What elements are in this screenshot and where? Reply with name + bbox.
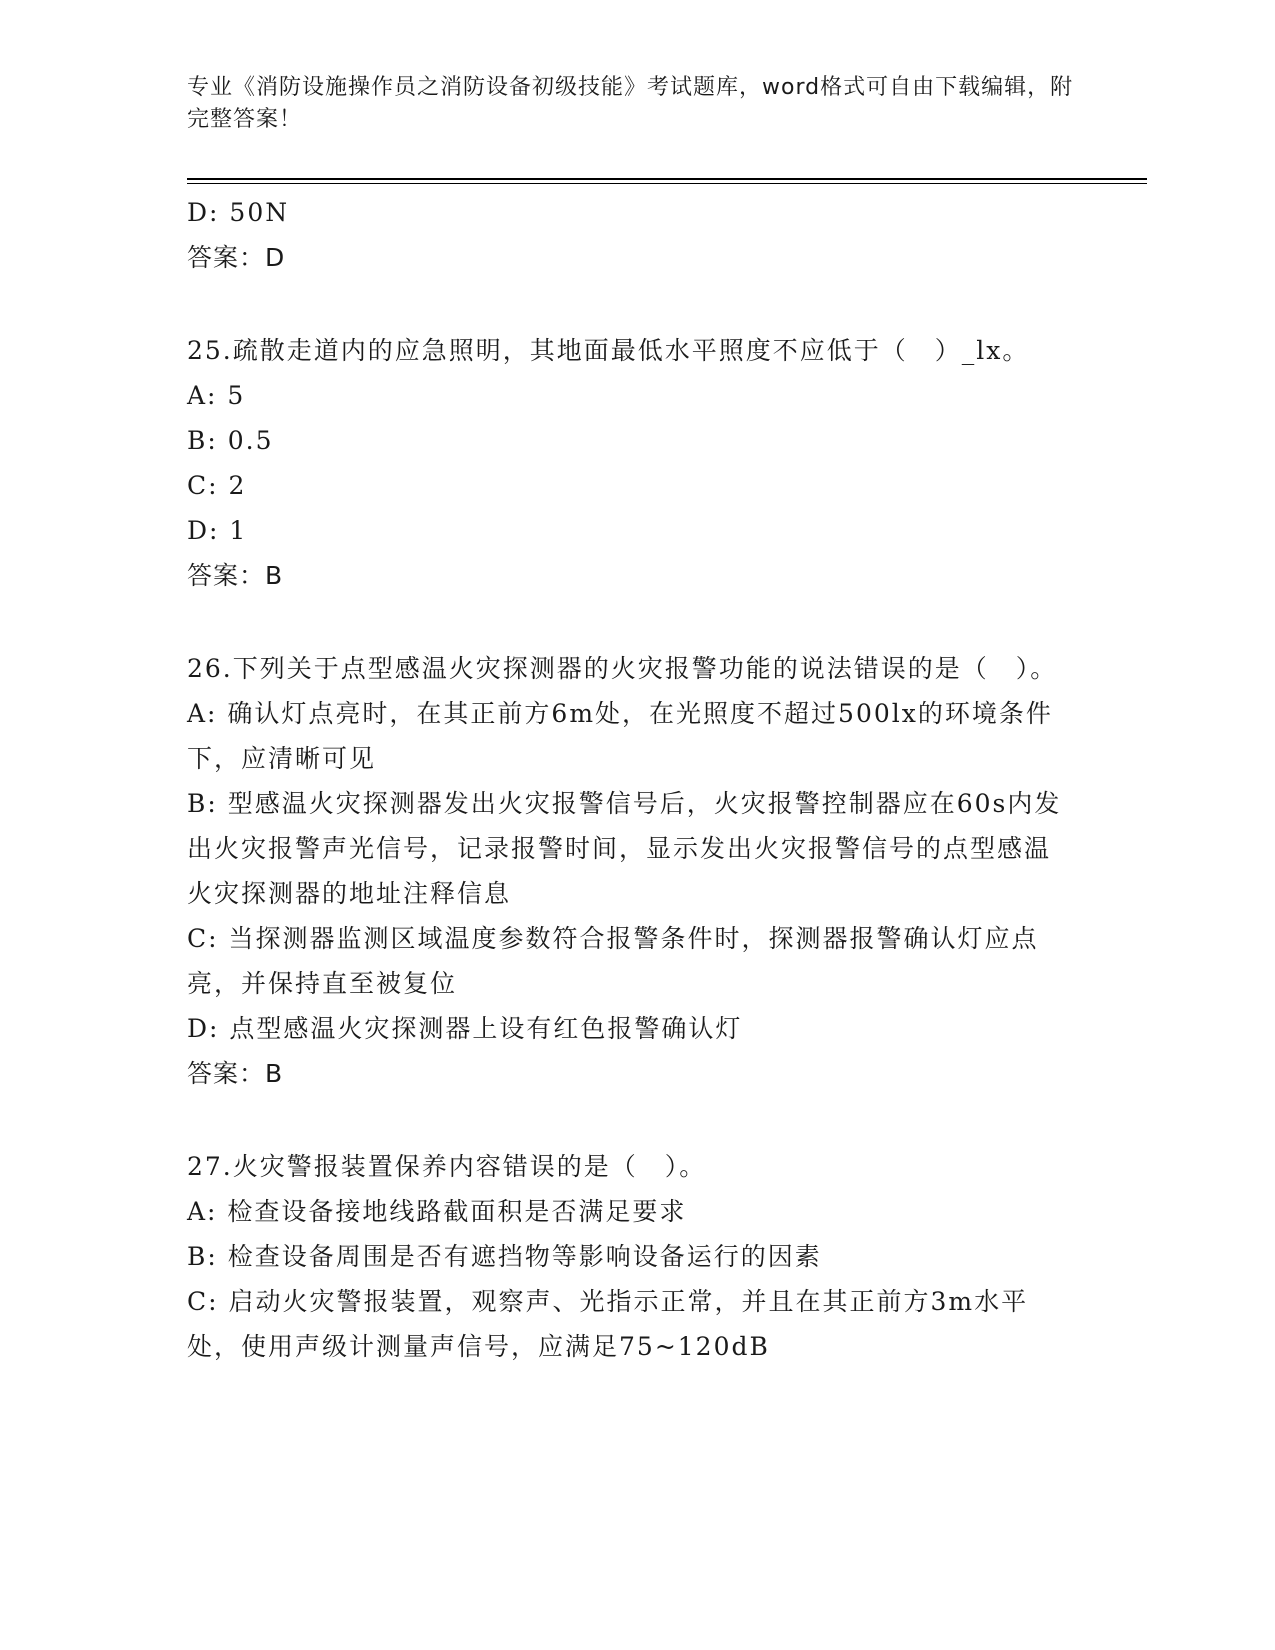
header-rule-thin	[187, 183, 1147, 184]
option-c: C: 2	[187, 471, 247, 500]
document-body	[187, 190, 1067, 1369]
answer: 答案：B	[187, 561, 284, 590]
question-27	[187, 1144, 1067, 1369]
question-text: 25.疏散走道内的应急照明，其地面最低水平照度不应低于（ ）_lx。	[187, 336, 1030, 365]
answer: 答案：D	[187, 243, 286, 272]
question-text: 26.下列关于点型感温火灾探测器的火灾报警功能的说法错误的是（ ）。	[187, 654, 1058, 683]
option-d: D: 点型感温火灾探测器上设有红色报警确认灯	[187, 1014, 743, 1043]
document-header: 专业《消防设施操作员之消防设备初级技能》考试题库，word格式可自由下载编辑，附完整答案！	[187, 75, 1074, 132]
question-text: 27.火灾警报装置保养内容错误的是（ ）。	[187, 1152, 707, 1181]
option-a: A: 检查设备接地线路截面积是否满足要求	[187, 1197, 687, 1226]
option-c: C: 启动火灾警报装置，观察声、光指示正常，并且在其正前方3m水平处，使用声级计测量声信号，应满足75~120dB	[187, 1287, 1029, 1361]
option-d: D: 50N	[187, 198, 290, 227]
question-26	[187, 646, 1067, 1096]
question-25	[187, 328, 1067, 598]
previous-question-tail	[187, 190, 1067, 280]
option-c: C: 当探测器监测区域温度参数符合报警条件时，探测器报警确认灯应点亮，并保持直至被复位	[187, 924, 1039, 998]
option-a: A: 5	[187, 381, 246, 410]
option-b: B: 检查设备周围是否有遮挡物等影响设备运行的因素	[187, 1242, 822, 1271]
option-b: B: 0.5	[187, 426, 274, 455]
option-a: A: 确认灯点亮时，在其正前方6m处，在光照度不超过500lx的环境条件下，应清晰可见	[187, 699, 1053, 773]
option-b: B: 型感温火灾探测器发出火灾报警信号后，火灾报警控制器应在60s内发出火灾报警声光信号，记录报警时间，显示发出火灾报警信号的点型感温火灾探测器的地址注释信息	[187, 789, 1062, 908]
answer: 答案：B	[187, 1059, 284, 1088]
option-d: D: 1	[187, 516, 248, 545]
header-rule-thick	[187, 178, 1147, 180]
